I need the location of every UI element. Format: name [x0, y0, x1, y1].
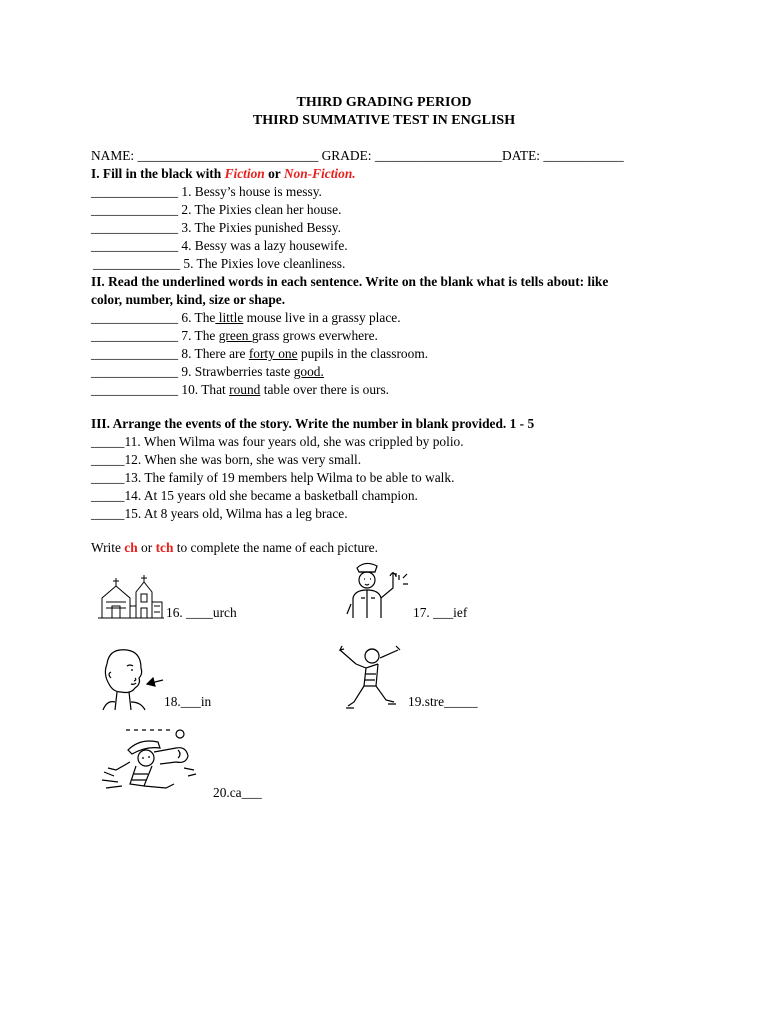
title-test-name: THIRD SUMMATIVE TEST IN ENGLISH [252, 113, 516, 128]
question-text: 12. When she was born, she was very small. [124, 452, 362, 467]
nonfiction-label: Non-Fiction. [283, 166, 356, 181]
answer-blank[interactable]: _____________ [91, 184, 179, 199]
answer-blank[interactable]: _____________ [91, 310, 179, 325]
or-label: or [137, 540, 156, 555]
or-label: or [264, 166, 284, 181]
chin-icon [97, 644, 169, 712]
question-text: 6. The [178, 310, 216, 325]
question-text: mouse live in a grassy place. [243, 310, 401, 325]
question-text: pupils in the classroom. [297, 346, 429, 361]
catch-icon [100, 728, 212, 794]
instruction-text: to complete the name of each picture. [173, 540, 378, 555]
question-6 [91, 311, 401, 324]
date-label: DATE: [502, 148, 544, 163]
question-19: 19.stre_____ [408, 694, 478, 709]
answer-blank[interactable]: _____________ [91, 238, 179, 253]
grade-blank[interactable]: ___________________ [374, 148, 503, 163]
question-20: 20.ca___ [213, 785, 262, 800]
answer-blank[interactable]: _____________ [91, 382, 179, 397]
answer-blank[interactable]: _____ [91, 506, 125, 521]
part1-heading-text: I. Fill in the black with [91, 166, 225, 181]
answer-blank[interactable]: _____ [91, 434, 125, 449]
part4-instruction [91, 541, 378, 554]
question-8 [91, 347, 428, 360]
question-2 [91, 203, 341, 216]
name-blank[interactable]: ___________________________ [137, 148, 319, 163]
answer-blank[interactable]: _____________ [91, 328, 179, 343]
date-blank[interactable]: ____________ [543, 148, 624, 163]
question-text: 9. Strawberries taste [178, 364, 294, 379]
church-icon [96, 572, 166, 620]
question-text: 3. The Pixies punished Bessy. [178, 220, 341, 235]
question-text: 8. There are [178, 346, 249, 361]
ch-label: ch [124, 540, 138, 555]
name-label: NAME: [91, 148, 138, 163]
question-5 [93, 257, 345, 270]
question-text: 10. That [178, 382, 230, 397]
question-11 [91, 435, 464, 448]
tch-label: tch [155, 540, 174, 555]
answer-blank[interactable]: _____ [91, 470, 125, 485]
answer-blank[interactable]: _____________ [91, 220, 179, 235]
question-14 [91, 489, 418, 502]
question-text: 5. The Pixies love cleanliness. [180, 256, 346, 271]
question-9 [91, 365, 324, 378]
part3-heading: III. Arrange the events of the story. Write the number in blank provided. 1 - 5 [91, 416, 535, 431]
answer-blank[interactable]: _____________ [91, 346, 179, 361]
question-text: table over there is ours. [260, 382, 390, 397]
question-text: 4. Bessy was a lazy housewife. [178, 238, 348, 253]
info-line [91, 149, 624, 162]
question-text: 14. At 15 years old she became a basketball champion. [124, 488, 418, 503]
underlined-word: forty one [248, 346, 298, 361]
question-text: 1. Bessy’s house is messy. [178, 184, 322, 199]
question-16: 16. ____urch [166, 605, 237, 620]
question-18: 18.___in [164, 694, 212, 709]
underlined-word: little [215, 310, 244, 325]
answer-blank[interactable]: _____________ [93, 256, 181, 271]
question-text: 2. The Pixies clean her house. [178, 202, 342, 217]
instruction-text: Write [91, 540, 125, 555]
answer-blank[interactable]: _____________ [91, 364, 179, 379]
question-7 [91, 329, 378, 342]
chief-icon [343, 558, 411, 620]
question-text: grass grows everwhere. [251, 328, 378, 343]
underlined-word: green [218, 328, 252, 343]
answer-blank[interactable]: _____ [91, 488, 125, 503]
title-grading-period: THIRD GRADING PERIOD [296, 95, 472, 110]
fiction-label: Fiction [224, 166, 265, 181]
answer-blank[interactable]: _____ [91, 452, 125, 467]
question-15 [91, 507, 348, 520]
question-text: 7. The [178, 328, 219, 343]
part1-heading [91, 167, 356, 180]
question-text: 15. At 8 years old, Wilma has a leg brace. [124, 506, 348, 521]
underlined-word: round [229, 382, 261, 397]
question-text: 13. The family of 19 members help Wilma to be able to walk. [124, 470, 455, 485]
part2-heading-line2: color, number, kind, size or shape. [91, 292, 286, 307]
question-text: 11. When Wilma was four years old, she was crippled by polio. [124, 434, 464, 449]
question-12 [91, 453, 361, 466]
question-1 [91, 185, 322, 198]
grade-label: GRADE: [318, 148, 375, 163]
question-3 [91, 221, 341, 234]
question-4 [91, 239, 348, 252]
part2-heading-line1: II. Read the underlined words in each sentence. Write on the blank what is tells about: like [91, 274, 609, 289]
stretch-icon [336, 640, 410, 714]
question-13 [91, 471, 454, 484]
underlined-word: good. [293, 364, 324, 379]
answer-blank[interactable]: _____________ [91, 202, 179, 217]
question-10 [91, 383, 389, 396]
question-17: 17. ___ief [413, 605, 468, 620]
